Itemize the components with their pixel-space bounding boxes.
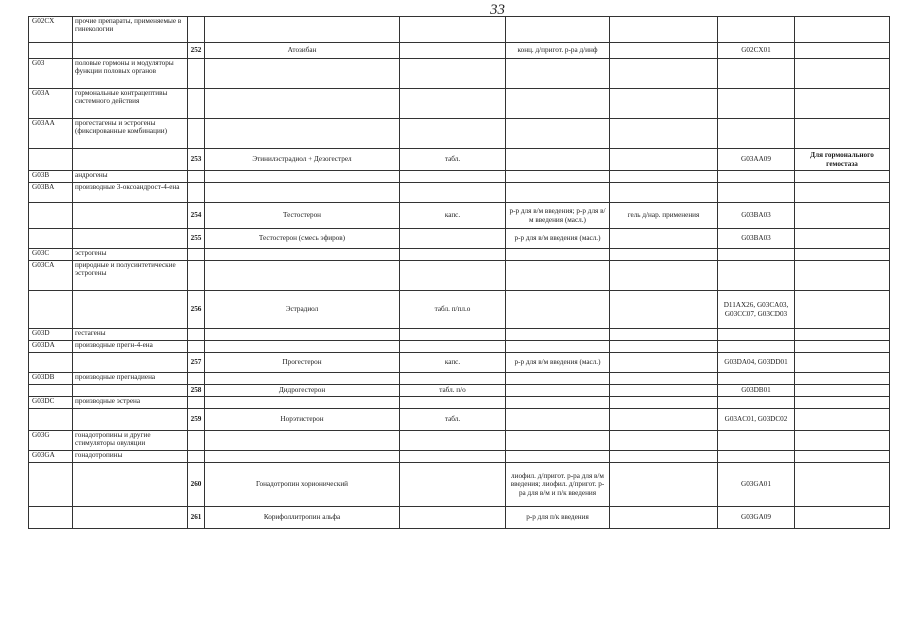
group-name-cell [73, 203, 188, 229]
dosage-form-injection-cell [506, 451, 610, 463]
dosage-form-injection-cell [506, 171, 610, 183]
dosage-form-cell: табл. п/пл.о [400, 291, 506, 329]
table-row [29, 89, 890, 119]
note-cell [795, 183, 890, 203]
atc-code-cell [29, 229, 73, 249]
table-row [29, 59, 890, 89]
group-name-cell [73, 353, 188, 373]
group-name-cell: эстрогены [73, 249, 188, 261]
table-row [29, 353, 890, 373]
atc-codes-cell [718, 249, 795, 261]
item-number-cell: 259 [188, 409, 205, 431]
drug-name-cell [205, 341, 400, 353]
atc-code-cell [29, 507, 73, 529]
table-body [29, 17, 890, 529]
note-cell [795, 261, 890, 291]
atc-code-cell [29, 409, 73, 431]
dosage-form-other-cell [610, 507, 718, 529]
group-name-cell [73, 43, 188, 59]
dosage-form-other-cell [610, 119, 718, 149]
item-number-cell [188, 119, 205, 149]
dosage-form-cell [400, 59, 506, 89]
table-row [29, 203, 890, 229]
dosage-form-injection-cell [506, 59, 610, 89]
group-name-cell: прогестагены и эстрогены (фиксированные комбинации) [73, 119, 188, 149]
drug-name-cell [205, 171, 400, 183]
drug-list-table [28, 16, 890, 529]
dosage-form-other-cell [610, 373, 718, 385]
drug-name-cell: Гонадотропин хорионический [205, 463, 400, 507]
drug-name-cell: Прогестерон [205, 353, 400, 373]
item-number-cell [188, 431, 205, 451]
atc-codes-cell: G03BA03 [718, 203, 795, 229]
group-name-cell [73, 229, 188, 249]
drug-name-cell [205, 431, 400, 451]
item-number-cell [188, 171, 205, 183]
group-name-cell [73, 385, 188, 397]
item-number-cell [188, 329, 205, 341]
group-name-cell: гонадотропины [73, 451, 188, 463]
drug-name-cell [205, 373, 400, 385]
dosage-form-cell [400, 397, 506, 409]
drug-name-cell [205, 397, 400, 409]
atc-codes-cell [718, 329, 795, 341]
atc-code-cell: G02CX [29, 17, 73, 43]
note-cell [795, 59, 890, 89]
atc-codes-cell [718, 59, 795, 89]
atc-codes-cell [718, 171, 795, 183]
drug-name-cell: Этинилэстрадиол + Дезогестрел [205, 149, 400, 171]
drug-name-cell [205, 59, 400, 89]
drug-name-cell: Норэтистерон [205, 409, 400, 431]
drug-name-cell [205, 17, 400, 43]
item-number-cell [188, 373, 205, 385]
dosage-form-injection-cell [506, 261, 610, 291]
group-name-cell [73, 463, 188, 507]
group-name-cell: гормональные контрацептивы системного действия [73, 89, 188, 119]
group-name-cell: природные и полусинтетические эстрогены [73, 261, 188, 291]
dosage-form-other-cell [610, 149, 718, 171]
drug-name-cell: Эстрадиол [205, 291, 400, 329]
item-number-cell [188, 451, 205, 463]
atc-code-cell [29, 353, 73, 373]
table-row [29, 397, 890, 409]
note-cell [795, 385, 890, 397]
item-number-cell: 255 [188, 229, 205, 249]
dosage-form-injection-cell: конц. д/пригот. р-ра д/инф [506, 43, 610, 59]
item-number-cell [188, 183, 205, 203]
note-cell [795, 409, 890, 431]
dosage-form-injection-cell [506, 291, 610, 329]
dosage-form-cell [400, 43, 506, 59]
note-cell [795, 373, 890, 385]
table-row [29, 229, 890, 249]
atc-codes-cell [718, 183, 795, 203]
atc-codes-cell: G02CX01 [718, 43, 795, 59]
dosage-form-cell: табл. [400, 409, 506, 431]
atc-codes-cell [718, 89, 795, 119]
atc-code-cell [29, 149, 73, 171]
note-cell [795, 431, 890, 451]
dosage-form-injection-cell [506, 89, 610, 119]
dosage-form-cell [400, 17, 506, 43]
dosage-form-other-cell [610, 43, 718, 59]
dosage-form-other-cell [610, 409, 718, 431]
drug-name-cell [205, 183, 400, 203]
table-row [29, 463, 890, 507]
atc-code-cell: G03A [29, 89, 73, 119]
dosage-form-other-cell [610, 385, 718, 397]
atc-code-cell [29, 291, 73, 329]
table-row [29, 329, 890, 341]
dosage-form-other-cell [610, 183, 718, 203]
table-row [29, 119, 890, 149]
item-number-cell [188, 249, 205, 261]
atc-codes-cell: G03DA04, G03DD01 [718, 353, 795, 373]
group-name-cell [73, 507, 188, 529]
dosage-form-other-cell [610, 89, 718, 119]
dosage-form-injection-cell [506, 119, 610, 149]
drug-name-cell: Тестостерон [205, 203, 400, 229]
note-cell [795, 507, 890, 529]
drug-name-cell [205, 89, 400, 119]
dosage-form-other-cell [610, 59, 718, 89]
item-number-cell: 257 [188, 353, 205, 373]
item-number-cell [188, 397, 205, 409]
table-row [29, 183, 890, 203]
table-row [29, 261, 890, 291]
atc-codes-cell [718, 373, 795, 385]
atc-codes-cell [718, 261, 795, 291]
atc-codes-cell: D11AX26, G03CA03, G03CC07, G03CD03 [718, 291, 795, 329]
dosage-form-injection-cell [506, 431, 610, 451]
item-number-cell [188, 341, 205, 353]
atc-code-cell: G03 [29, 59, 73, 89]
note-cell [795, 353, 890, 373]
dosage-form-cell [400, 183, 506, 203]
group-name-cell [73, 291, 188, 329]
table-row [29, 385, 890, 397]
dosage-form-other-cell [610, 341, 718, 353]
atc-code-cell: G03DB [29, 373, 73, 385]
item-number-cell [188, 17, 205, 43]
drug-name-cell: Дидрогестерон [205, 385, 400, 397]
dosage-form-other-cell [610, 329, 718, 341]
note-cell [795, 171, 890, 183]
table-row [29, 451, 890, 463]
item-number-cell [188, 89, 205, 119]
item-number-cell: 252 [188, 43, 205, 59]
dosage-form-injection-cell [506, 17, 610, 43]
table-row [29, 171, 890, 183]
atc-codes-cell: G03GA09 [718, 507, 795, 529]
table-row [29, 43, 890, 59]
atc-code-cell [29, 385, 73, 397]
dosage-form-cell [400, 229, 506, 249]
dosage-form-cell: табл. [400, 149, 506, 171]
dosage-form-other-cell [610, 171, 718, 183]
atc-codes-cell: G03BA03 [718, 229, 795, 249]
dosage-form-cell: табл. п/о [400, 385, 506, 397]
atc-codes-cell [718, 17, 795, 43]
atc-codes-cell [718, 397, 795, 409]
dosage-form-cell [400, 119, 506, 149]
group-name-cell: производные прегнадиена [73, 373, 188, 385]
dosage-form-cell [400, 373, 506, 385]
atc-codes-cell [718, 341, 795, 353]
group-name-cell: производные 3-оксоандрост-4-ена [73, 183, 188, 203]
drug-name-cell: Тестостерон (смесь эфиров) [205, 229, 400, 249]
atc-codes-cell [718, 431, 795, 451]
atc-code-cell: G03DA [29, 341, 73, 353]
table-row [29, 291, 890, 329]
note-cell [795, 229, 890, 249]
group-name-cell: производные эстрена [73, 397, 188, 409]
item-number-cell: 258 [188, 385, 205, 397]
dosage-form-other-cell [610, 353, 718, 373]
dosage-form-injection-cell [506, 373, 610, 385]
dosage-form-other-cell [610, 451, 718, 463]
item-number-cell: 261 [188, 507, 205, 529]
atc-code-cell: G03B [29, 171, 73, 183]
item-number-cell: 253 [188, 149, 205, 171]
atc-code-cell [29, 203, 73, 229]
note-cell [795, 291, 890, 329]
note-cell [795, 17, 890, 43]
table-row [29, 149, 890, 171]
note-cell [795, 249, 890, 261]
dosage-form-other-cell [610, 229, 718, 249]
dosage-form-cell [400, 89, 506, 119]
table-row [29, 507, 890, 529]
note-cell [795, 397, 890, 409]
dosage-form-other-cell [610, 17, 718, 43]
atc-code-cell: G03DC [29, 397, 73, 409]
group-name-cell: производные прегн-4-ена [73, 341, 188, 353]
dosage-form-injection-cell [506, 249, 610, 261]
dosage-form-cell [400, 329, 506, 341]
drug-name-cell [205, 261, 400, 291]
group-name-cell: гестагены [73, 329, 188, 341]
dosage-form-other-cell [610, 249, 718, 261]
atc-code-cell: G03D [29, 329, 73, 341]
dosage-form-cell [400, 451, 506, 463]
dosage-form-injection-cell: р-р для в/м введения (масл.) [506, 229, 610, 249]
atc-code-cell: G03C [29, 249, 73, 261]
atc-codes-cell [718, 119, 795, 149]
dosage-form-cell: капс. [400, 353, 506, 373]
group-name-cell: половые гормоны и модуляторы функции половых органов [73, 59, 188, 89]
dosage-form-cell [400, 341, 506, 353]
drug-name-cell: Корифоллитропин альфа [205, 507, 400, 529]
atc-code-cell: G03BA [29, 183, 73, 203]
dosage-form-injection-cell: лиофил. д/пригот. р-ра для в/м введения; лиофил. д/пригот. р-ра для в/м и п/к введения [506, 463, 610, 507]
drug-name-cell: Атозибан [205, 43, 400, 59]
note-cell [795, 119, 890, 149]
dosage-form-injection-cell: р-р для в/м введения; р-р для в/м введения (масл.) [506, 203, 610, 229]
group-name-cell: прочие препараты, применяемые в гинекологии [73, 17, 188, 43]
note-cell [795, 89, 890, 119]
note-cell [795, 329, 890, 341]
dosage-form-other-cell [610, 431, 718, 451]
dosage-form-injection-cell [506, 183, 610, 203]
atc-code-cell: G03CA [29, 261, 73, 291]
dosage-form-cell: капс. [400, 203, 506, 229]
dosage-form-injection-cell [506, 149, 610, 171]
atc-code-cell: G03G [29, 431, 73, 451]
dosage-form-cell [400, 431, 506, 451]
atc-code-cell: G03AA [29, 119, 73, 149]
dosage-form-injection-cell: р-р для в/м введения (масл.) [506, 353, 610, 373]
table-row [29, 373, 890, 385]
page-number: 33 [490, 2, 505, 18]
table-row [29, 431, 890, 451]
group-name-cell: андрогены [73, 171, 188, 183]
dosage-form-injection-cell: р-р для п/к введения [506, 507, 610, 529]
note-cell [795, 451, 890, 463]
atc-codes-cell: G03DB01 [718, 385, 795, 397]
dosage-form-other-cell [610, 397, 718, 409]
drug-name-cell [205, 451, 400, 463]
atc-codes-cell [718, 451, 795, 463]
dosage-form-cell [400, 507, 506, 529]
item-number-cell [188, 59, 205, 89]
dosage-form-cell [400, 171, 506, 183]
item-number-cell: 254 [188, 203, 205, 229]
atc-codes-cell: G03AA09 [718, 149, 795, 171]
atc-code-cell [29, 463, 73, 507]
dosage-form-injection-cell [506, 341, 610, 353]
group-name-cell [73, 409, 188, 431]
atc-codes-cell: G03AC01, G03DC02 [718, 409, 795, 431]
drug-name-cell [205, 329, 400, 341]
dosage-form-injection-cell [506, 397, 610, 409]
dosage-form-cell [400, 249, 506, 261]
drug-name-cell [205, 119, 400, 149]
note-cell [795, 463, 890, 507]
dosage-form-injection-cell [506, 385, 610, 397]
item-number-cell [188, 261, 205, 291]
note-cell [795, 43, 890, 59]
table-row [29, 249, 890, 261]
atc-codes-cell: G03GA01 [718, 463, 795, 507]
dosage-form-other-cell: гель д/нар. применения [610, 203, 718, 229]
drug-name-cell [205, 249, 400, 261]
dosage-form-cell [400, 261, 506, 291]
dosage-form-other-cell [610, 463, 718, 507]
dosage-form-injection-cell [506, 329, 610, 341]
group-name-cell: гонадотропины и другие стимуляторы овуляции [73, 431, 188, 451]
item-number-cell: 260 [188, 463, 205, 507]
item-number-cell: 256 [188, 291, 205, 329]
dosage-form-cell [400, 463, 506, 507]
atc-code-cell: G03GA [29, 451, 73, 463]
table-row [29, 17, 890, 43]
group-name-cell [73, 149, 188, 171]
note-cell [795, 203, 890, 229]
dosage-form-injection-cell [506, 409, 610, 431]
table-row [29, 341, 890, 353]
atc-code-cell [29, 43, 73, 59]
note-cell: Для гормонального гемостаза [795, 149, 890, 171]
dosage-form-other-cell [610, 291, 718, 329]
dosage-form-other-cell [610, 261, 718, 291]
note-cell [795, 341, 890, 353]
table-row [29, 409, 890, 431]
